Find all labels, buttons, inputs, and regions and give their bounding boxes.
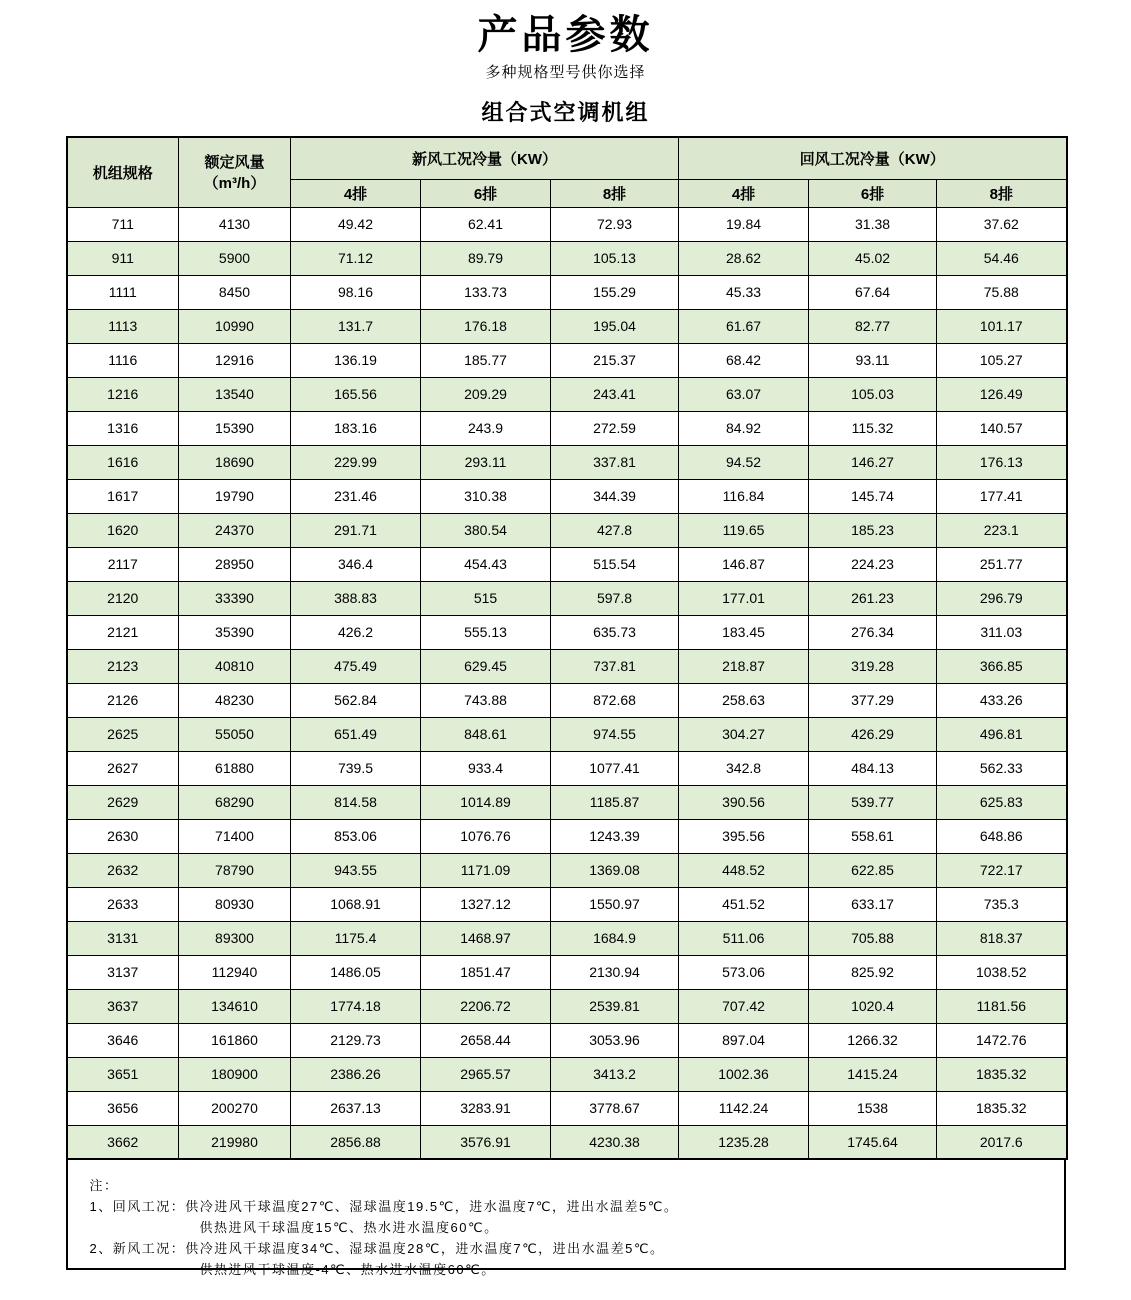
- table-row: [67, 275, 1067, 309]
- cell: 1745.64: [809, 1125, 937, 1159]
- cell: 705.88: [809, 921, 937, 955]
- table-row: [67, 751, 1067, 785]
- cell: 651.49: [291, 717, 421, 751]
- cell: 49.42: [291, 207, 421, 241]
- cell: 161860: [179, 1023, 291, 1057]
- cell: 395.56: [679, 819, 809, 853]
- cell: 3778.67: [551, 1091, 679, 1125]
- table-row: [67, 309, 1067, 343]
- cell: 251.77: [937, 547, 1067, 581]
- cell: 1774.18: [291, 989, 421, 1023]
- cell: 72.93: [551, 207, 679, 241]
- table-row: [67, 921, 1067, 955]
- cell: 562.84: [291, 683, 421, 717]
- cell: 2206.72: [421, 989, 551, 1023]
- cell: 555.13: [421, 615, 551, 649]
- cell: 1468.97: [421, 921, 551, 955]
- table-row: [67, 1057, 1067, 1091]
- cell: 1684.9: [551, 921, 679, 955]
- cell: 1113: [67, 309, 179, 343]
- table-row: [67, 989, 1067, 1023]
- cell: 625.83: [937, 785, 1067, 819]
- cell: 484.13: [809, 751, 937, 785]
- cell: 2633: [67, 887, 179, 921]
- cell: 183.16: [291, 411, 421, 445]
- cell: 814.58: [291, 785, 421, 819]
- header-return-4-row: 4排: [679, 179, 809, 207]
- cell: 185.77: [421, 343, 551, 377]
- page-title: 产品参数: [477, 13, 654, 57]
- notes-section: [66, 1160, 1066, 1277]
- cell: 911: [67, 241, 179, 275]
- cell: 105.13: [551, 241, 679, 275]
- cell: 209.29: [421, 377, 551, 411]
- cell: 1835.32: [937, 1057, 1067, 1091]
- cell: 1617: [67, 479, 179, 513]
- cell: 134610: [179, 989, 291, 1023]
- header-rated-airflow: [179, 137, 291, 207]
- cell: 105.27: [937, 343, 1067, 377]
- cell: 974.55: [551, 717, 679, 751]
- cell: 4230.38: [551, 1125, 679, 1159]
- cell: 119.65: [679, 513, 809, 547]
- cell: 1266.32: [809, 1023, 937, 1057]
- cell: 145.74: [809, 479, 937, 513]
- page-subtitle: 多种规格型号供你选择: [485, 64, 646, 81]
- cell: 28.62: [679, 241, 809, 275]
- cell: 304.27: [679, 717, 809, 751]
- cell: 496.81: [937, 717, 1067, 751]
- cell: 711: [67, 207, 179, 241]
- table-row: [67, 1091, 1067, 1125]
- cell: 2632: [67, 853, 179, 887]
- header-group-fresh-air-cooling: 新风工况冷量（KW）: [291, 137, 679, 179]
- cell: 229.99: [291, 445, 421, 479]
- cell: 2629: [67, 785, 179, 819]
- cell: 2856.88: [291, 1125, 421, 1159]
- cell: 1077.41: [551, 751, 679, 785]
- cell: 218.87: [679, 649, 809, 683]
- table-row: [67, 241, 1067, 275]
- cell: 71.12: [291, 241, 421, 275]
- cell: 105.03: [809, 377, 937, 411]
- cell: 1116: [67, 343, 179, 377]
- cell: 427.8: [551, 513, 679, 547]
- cell: 115.32: [809, 411, 937, 445]
- cell: 558.61: [809, 819, 937, 853]
- cell: 3646: [67, 1023, 179, 1057]
- cell: 2117: [67, 547, 179, 581]
- cell: 2121: [67, 615, 179, 649]
- cell: 344.39: [551, 479, 679, 513]
- cell: 140.57: [937, 411, 1067, 445]
- cell: 101.17: [937, 309, 1067, 343]
- table-row: [67, 683, 1067, 717]
- cell: 1472.76: [937, 1023, 1067, 1057]
- table-row: [67, 819, 1067, 853]
- cell: 426.2: [291, 615, 421, 649]
- cell: 3637: [67, 989, 179, 1023]
- note-line: 1、回风工况：供冷进风干球温度27℃、湿球温度19.5℃，进水温度7℃，进出水温差5℃。: [89, 1199, 679, 1214]
- header-fresh-6-row: 6排: [421, 179, 551, 207]
- cell: 1616: [67, 445, 179, 479]
- cell: 2386.26: [291, 1057, 421, 1091]
- cell: 224.23: [809, 547, 937, 581]
- cell: 454.43: [421, 547, 551, 581]
- cell: 63.07: [679, 377, 809, 411]
- cell: 3651: [67, 1057, 179, 1091]
- cell: 1076.76: [421, 819, 551, 853]
- cell: 18690: [179, 445, 291, 479]
- cell: 897.04: [679, 1023, 809, 1057]
- cell: 200270: [179, 1091, 291, 1125]
- cell: 426.29: [809, 717, 937, 751]
- cell: 853.06: [291, 819, 421, 853]
- cell: 1415.24: [809, 1057, 937, 1091]
- cell: 2129.73: [291, 1023, 421, 1057]
- cell: 848.61: [421, 717, 551, 751]
- content-column: [66, 0, 1066, 1277]
- cell: 180900: [179, 1057, 291, 1091]
- cell: 48230: [179, 683, 291, 717]
- cell: 1851.47: [421, 955, 551, 989]
- cell: 1068.91: [291, 887, 421, 921]
- header-return-8-row: 8排: [937, 179, 1067, 207]
- cell: 45.02: [809, 241, 937, 275]
- cell: 10990: [179, 309, 291, 343]
- cell: 78790: [179, 853, 291, 887]
- cell: 112940: [179, 955, 291, 989]
- cell: 311.03: [937, 615, 1067, 649]
- cell: 2625: [67, 717, 179, 751]
- cell: 943.55: [291, 853, 421, 887]
- note-line: 2、新风工况：供冷进风干球温度34℃、湿球温度28℃，进水温度7℃，进出水温差5℃。: [89, 1241, 665, 1256]
- cell: 272.59: [551, 411, 679, 445]
- cell: 3656: [67, 1091, 179, 1125]
- cell: 215.37: [551, 343, 679, 377]
- cell: 2130.94: [551, 955, 679, 989]
- cell: 176.13: [937, 445, 1067, 479]
- cell: 2965.57: [421, 1057, 551, 1091]
- cell: 1486.05: [291, 955, 421, 989]
- header-fresh-8-row: 8排: [551, 179, 679, 207]
- cell: 3053.96: [551, 1023, 679, 1057]
- cell: 1243.39: [551, 819, 679, 853]
- cell: 735.3: [937, 887, 1067, 921]
- cell: 116.84: [679, 479, 809, 513]
- cell: 261.23: [809, 581, 937, 615]
- cell: 1185.87: [551, 785, 679, 819]
- table-row: [67, 649, 1067, 683]
- cell: 818.37: [937, 921, 1067, 955]
- table-header: [67, 137, 1067, 207]
- cell: 366.85: [937, 649, 1067, 683]
- cell: 133.73: [421, 275, 551, 309]
- cell: 243.41: [551, 377, 679, 411]
- cell: 71400: [179, 819, 291, 853]
- cell: 1020.4: [809, 989, 937, 1023]
- cell: 136.19: [291, 343, 421, 377]
- cell: 515.54: [551, 547, 679, 581]
- cell: 3413.2: [551, 1057, 679, 1091]
- cell: 8450: [179, 275, 291, 309]
- cell: 3662: [67, 1125, 179, 1159]
- cell: 2539.81: [551, 989, 679, 1023]
- cell: 45.33: [679, 275, 809, 309]
- table-row: [67, 207, 1067, 241]
- cell: 3131: [67, 921, 179, 955]
- cell: 2120: [67, 581, 179, 615]
- notes-label: 注：: [89, 1178, 119, 1193]
- cell: 1216: [67, 377, 179, 411]
- cell: 390.56: [679, 785, 809, 819]
- cell: 451.52: [679, 887, 809, 921]
- cell: 219980: [179, 1125, 291, 1159]
- cell: 872.68: [551, 683, 679, 717]
- cell: 1002.36: [679, 1057, 809, 1091]
- cell: 185.23: [809, 513, 937, 547]
- cell: 82.77: [809, 309, 937, 343]
- cell: 24370: [179, 513, 291, 547]
- note-line: 供热进风干球温度15℃、热水进水温度60℃。: [199, 1220, 499, 1235]
- cell: 1327.12: [421, 887, 551, 921]
- cell: 825.92: [809, 955, 937, 989]
- cell: 89300: [179, 921, 291, 955]
- cell: 177.01: [679, 581, 809, 615]
- cell: 28950: [179, 547, 291, 581]
- cell: 33390: [179, 581, 291, 615]
- cell: 35390: [179, 615, 291, 649]
- cell: 293.11: [421, 445, 551, 479]
- cell: 475.49: [291, 649, 421, 683]
- cell: 243.9: [421, 411, 551, 445]
- header-group-return-air-cooling: 回风工况冷量（KW）: [679, 137, 1067, 179]
- cell: 2017.6: [937, 1125, 1067, 1159]
- cell: 3137: [67, 955, 179, 989]
- cell: 177.41: [937, 479, 1067, 513]
- cell: 61.67: [679, 309, 809, 343]
- cell: 62.41: [421, 207, 551, 241]
- cell: 629.45: [421, 649, 551, 683]
- cell: 377.29: [809, 683, 937, 717]
- spec-table: [66, 136, 1068, 1160]
- cell: 67.64: [809, 275, 937, 309]
- cell: 13540: [179, 377, 291, 411]
- cell: 146.87: [679, 547, 809, 581]
- cell: 1181.56: [937, 989, 1067, 1023]
- cell: 1538: [809, 1091, 937, 1125]
- cell: 93.11: [809, 343, 937, 377]
- cell: 75.88: [937, 275, 1067, 309]
- cell: 707.42: [679, 989, 809, 1023]
- cell: 296.79: [937, 581, 1067, 615]
- cell: 223.1: [937, 513, 1067, 547]
- table-row: [67, 853, 1067, 887]
- cell: 61880: [179, 751, 291, 785]
- header-rated-airflow-unit: （m³/h）: [203, 175, 266, 193]
- cell: 933.4: [421, 751, 551, 785]
- cell: 19790: [179, 479, 291, 513]
- cell: 165.56: [291, 377, 421, 411]
- cell: 126.49: [937, 377, 1067, 411]
- cell: 2123: [67, 649, 179, 683]
- cell: 2126: [67, 683, 179, 717]
- cell: 1620: [67, 513, 179, 547]
- cell: 737.81: [551, 649, 679, 683]
- cell: 2627: [67, 751, 179, 785]
- cell: 346.4: [291, 547, 421, 581]
- table-row: [67, 717, 1067, 751]
- cell: 622.85: [809, 853, 937, 887]
- cell: 55050: [179, 717, 291, 751]
- cell: 195.04: [551, 309, 679, 343]
- cell: 342.8: [679, 751, 809, 785]
- cell: 1235.28: [679, 1125, 809, 1159]
- cell: 291.71: [291, 513, 421, 547]
- cell: 511.06: [679, 921, 809, 955]
- cell: 40810: [179, 649, 291, 683]
- cell: 155.29: [551, 275, 679, 309]
- cell: 31.38: [809, 207, 937, 241]
- header-return-6-row: 6排: [809, 179, 937, 207]
- cell: 1175.4: [291, 921, 421, 955]
- cell: 146.27: [809, 445, 937, 479]
- cell: 1142.24: [679, 1091, 809, 1125]
- cell: 388.83: [291, 581, 421, 615]
- cell: 2658.44: [421, 1023, 551, 1057]
- cell: 3283.91: [421, 1091, 551, 1125]
- cell: 337.81: [551, 445, 679, 479]
- cell: 1171.09: [421, 853, 551, 887]
- table-row: [67, 479, 1067, 513]
- cell: 722.17: [937, 853, 1067, 887]
- cell: 183.45: [679, 615, 809, 649]
- cell: 37.62: [937, 207, 1067, 241]
- table-row: [67, 411, 1067, 445]
- cell: 1014.89: [421, 785, 551, 819]
- cell: 2637.13: [291, 1091, 421, 1125]
- table-row: [67, 1023, 1067, 1057]
- table-row: [67, 547, 1067, 581]
- cell: 539.77: [809, 785, 937, 819]
- table-row: [67, 955, 1067, 989]
- header-rated-airflow-line1: 额定风量: [204, 154, 265, 172]
- cell: 15390: [179, 411, 291, 445]
- cell: 380.54: [421, 513, 551, 547]
- cell: 573.06: [679, 955, 809, 989]
- cell: 1038.52: [937, 955, 1067, 989]
- cell: 89.79: [421, 241, 551, 275]
- cell: 258.63: [679, 683, 809, 717]
- cell: 1369.08: [551, 853, 679, 887]
- cell: 633.17: [809, 887, 937, 921]
- cell: 3576.91: [421, 1125, 551, 1159]
- cell: 80930: [179, 887, 291, 921]
- cell: 19.84: [679, 207, 809, 241]
- cell: 743.88: [421, 683, 551, 717]
- note-line: 供热进风干球温度-4℃、热水进水温度60℃。: [199, 1262, 496, 1277]
- cell: 276.34: [809, 615, 937, 649]
- cell: 84.92: [679, 411, 809, 445]
- cell: 433.26: [937, 683, 1067, 717]
- cell: 739.5: [291, 751, 421, 785]
- cell: 597.8: [551, 581, 679, 615]
- table-row: [67, 887, 1067, 921]
- cell: 68.42: [679, 343, 809, 377]
- table-body: [67, 207, 1067, 1159]
- cell: 12916: [179, 343, 291, 377]
- cell: 1111: [67, 275, 179, 309]
- cell: 68290: [179, 785, 291, 819]
- cell: 562.33: [937, 751, 1067, 785]
- cell: 176.18: [421, 309, 551, 343]
- cell: 1316: [67, 411, 179, 445]
- cell: 4130: [179, 207, 291, 241]
- table-row: [67, 445, 1067, 479]
- table-row: [67, 1125, 1067, 1159]
- table-row: [67, 581, 1067, 615]
- header-unit-spec: 机组规格: [67, 137, 179, 207]
- cell: 98.16: [291, 275, 421, 309]
- table-title: 组合式空调机组: [481, 100, 650, 125]
- cell: 231.46: [291, 479, 421, 513]
- cell: 635.73: [551, 615, 679, 649]
- table-row: [67, 377, 1067, 411]
- cell: 319.28: [809, 649, 937, 683]
- cell: 5900: [179, 241, 291, 275]
- cell: 515: [421, 581, 551, 615]
- cell: 1835.32: [937, 1091, 1067, 1125]
- cell: 448.52: [679, 853, 809, 887]
- header-fresh-4-row: 4排: [291, 179, 421, 207]
- table-row: [67, 785, 1067, 819]
- table-row: [67, 513, 1067, 547]
- cell: 2630: [67, 819, 179, 853]
- cell: 310.38: [421, 479, 551, 513]
- cell: 648.86: [937, 819, 1067, 853]
- cell: 131.7: [291, 309, 421, 343]
- cell: 94.52: [679, 445, 809, 479]
- cell: 54.46: [937, 241, 1067, 275]
- table-row: [67, 615, 1067, 649]
- table-row: [67, 343, 1067, 377]
- cell: 1550.97: [551, 887, 679, 921]
